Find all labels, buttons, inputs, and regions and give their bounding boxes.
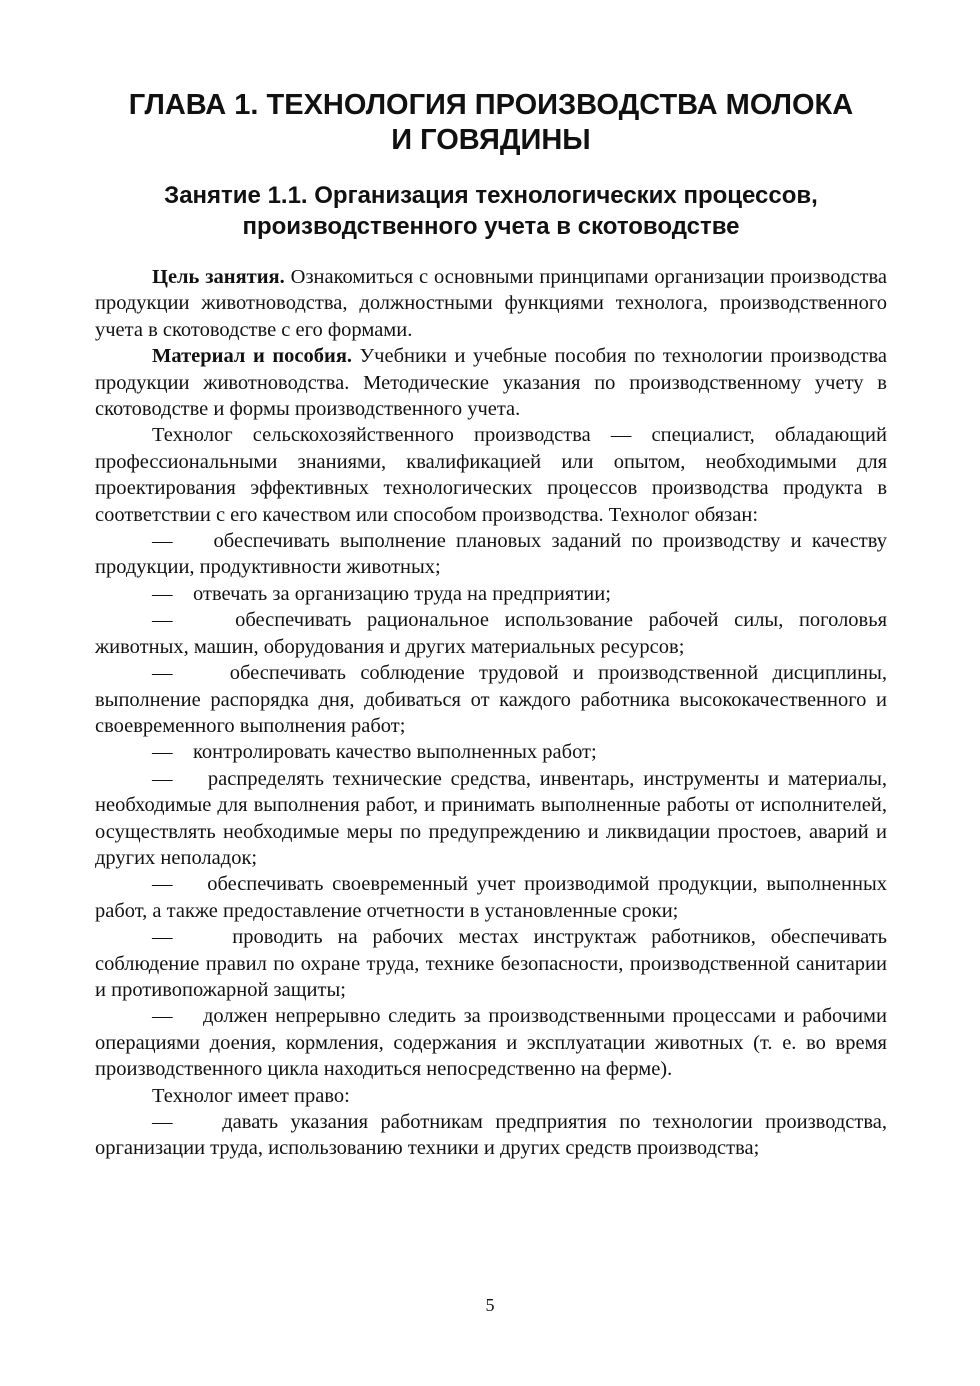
duty-text: отвечать за организацию труда на предприятии;	[193, 582, 611, 605]
materials-label: Материал и пособия.	[152, 345, 353, 368]
dash-marker: —	[152, 767, 173, 790]
intro-paragraph: Технолог сельскохозяйственного производства — специалист, обладающий профессиональными знаниями, квалификацией или опытом, необходимыми для проектирования эффективных технологических процессов производства продукта в соответствии с его качеством или способом производства. Технолог обязан:	[95, 424, 887, 526]
lesson-title	[95, 180, 887, 242]
duty-text: распределять технические средства, инвентарь, инструменты и материалы, необходимые для выполнения работ, и принимать выполненные работы от исполнителей, осуществлять необходимые меры по предупреждению и ликвидации простоев, аварий и других неполадок;	[95, 767, 888, 869]
duty-item	[95, 607, 887, 660]
duty-item	[95, 1003, 887, 1082]
duty-item	[95, 739, 887, 765]
body-text	[95, 264, 887, 1162]
duty-item	[95, 660, 887, 739]
page-number: 5	[485, 1295, 495, 1315]
dash-marker: —	[152, 582, 173, 605]
right-text: давать указания работникам предприятия по технологии производства, организации труда, использованию техники и других средств производства;	[95, 1111, 887, 1160]
dash-marker: —	[152, 741, 173, 764]
duty-text: обеспечивать соблюдение трудовой и производственной дисциплины, выполнение распорядка дня, добиваться от каждого работника высококачественного и своевременного выполнения работ;	[95, 662, 888, 737]
materials-paragraph	[95, 343, 887, 422]
dash-marker: —	[152, 1005, 173, 1028]
lesson-title-line-1: Занятие 1.1. Организация технологических процессов,	[164, 182, 818, 209]
materials-text: Учебники и учебные пособия по технологии производства продукции животноводства. Методические указания по производственному учету в скотоводстве и формы производственного учета.	[95, 345, 887, 421]
lesson-title-line-2: производственного учета в скотоводстве	[242, 213, 740, 240]
dash-marker: —	[152, 926, 173, 949]
dash-marker: —	[152, 662, 173, 685]
dash-marker: —	[152, 873, 173, 896]
page-content	[95, 88, 887, 1162]
goal-text: Ознакомиться с основными принципами организации производства продукции животноводства, должностными функциями технолога, производственного учета в скотоводстве с его формами.	[95, 266, 888, 341]
goal-paragraph	[95, 264, 887, 343]
right-item	[95, 1109, 887, 1162]
chapter-title-line-1: ГЛАВА 1. ТЕХНОЛОГИЯ ПРОИЗВОДСТВА МОЛОКА	[128, 89, 854, 121]
duty-item	[95, 528, 887, 581]
duty-text: должен непрерывно следить за производственными процессами и рабочими операциями доения, кормления, содержания и эксплуатации животных (т. е. во время производственного цикла находиться непосредственно на ферме).	[95, 1005, 887, 1081]
goal-label: Цель занятия.	[152, 266, 285, 288]
chapter-title	[95, 88, 887, 158]
duty-text: обеспечивать рациональное использование рабочей силы, поголовья животных, машин, оборудования и других материальных ресурсов;	[95, 609, 888, 658]
dash-marker: —	[152, 1111, 173, 1133]
dash-marker: —	[152, 609, 173, 632]
duty-item	[95, 766, 887, 872]
duty-text: проводить на рабочих местах инструктаж работников, обеспечивать соблюдение правил по охране труда, технике безопасности, производственной санитарии и противопожарной защиты;	[95, 926, 888, 1001]
dash-marker: —	[152, 530, 173, 553]
duty-item	[95, 924, 887, 1003]
duty-text: обеспечивать своевременный учет производимой продукции, выполненных работ, а также предоставление отчетности в установленные сроки;	[95, 873, 887, 922]
duty-item	[95, 581, 887, 607]
duty-item	[95, 871, 887, 924]
duty-text: обеспечивать выполнение плановых заданий по производству и качеству продукции, продуктивности животных;	[95, 530, 887, 579]
rights-intro: Технолог имеет право:	[152, 1084, 350, 1107]
chapter-title-line-2: И ГОВЯДИНЫ	[391, 124, 591, 156]
duty-text: контролировать качество выполненных работ;	[193, 741, 597, 764]
